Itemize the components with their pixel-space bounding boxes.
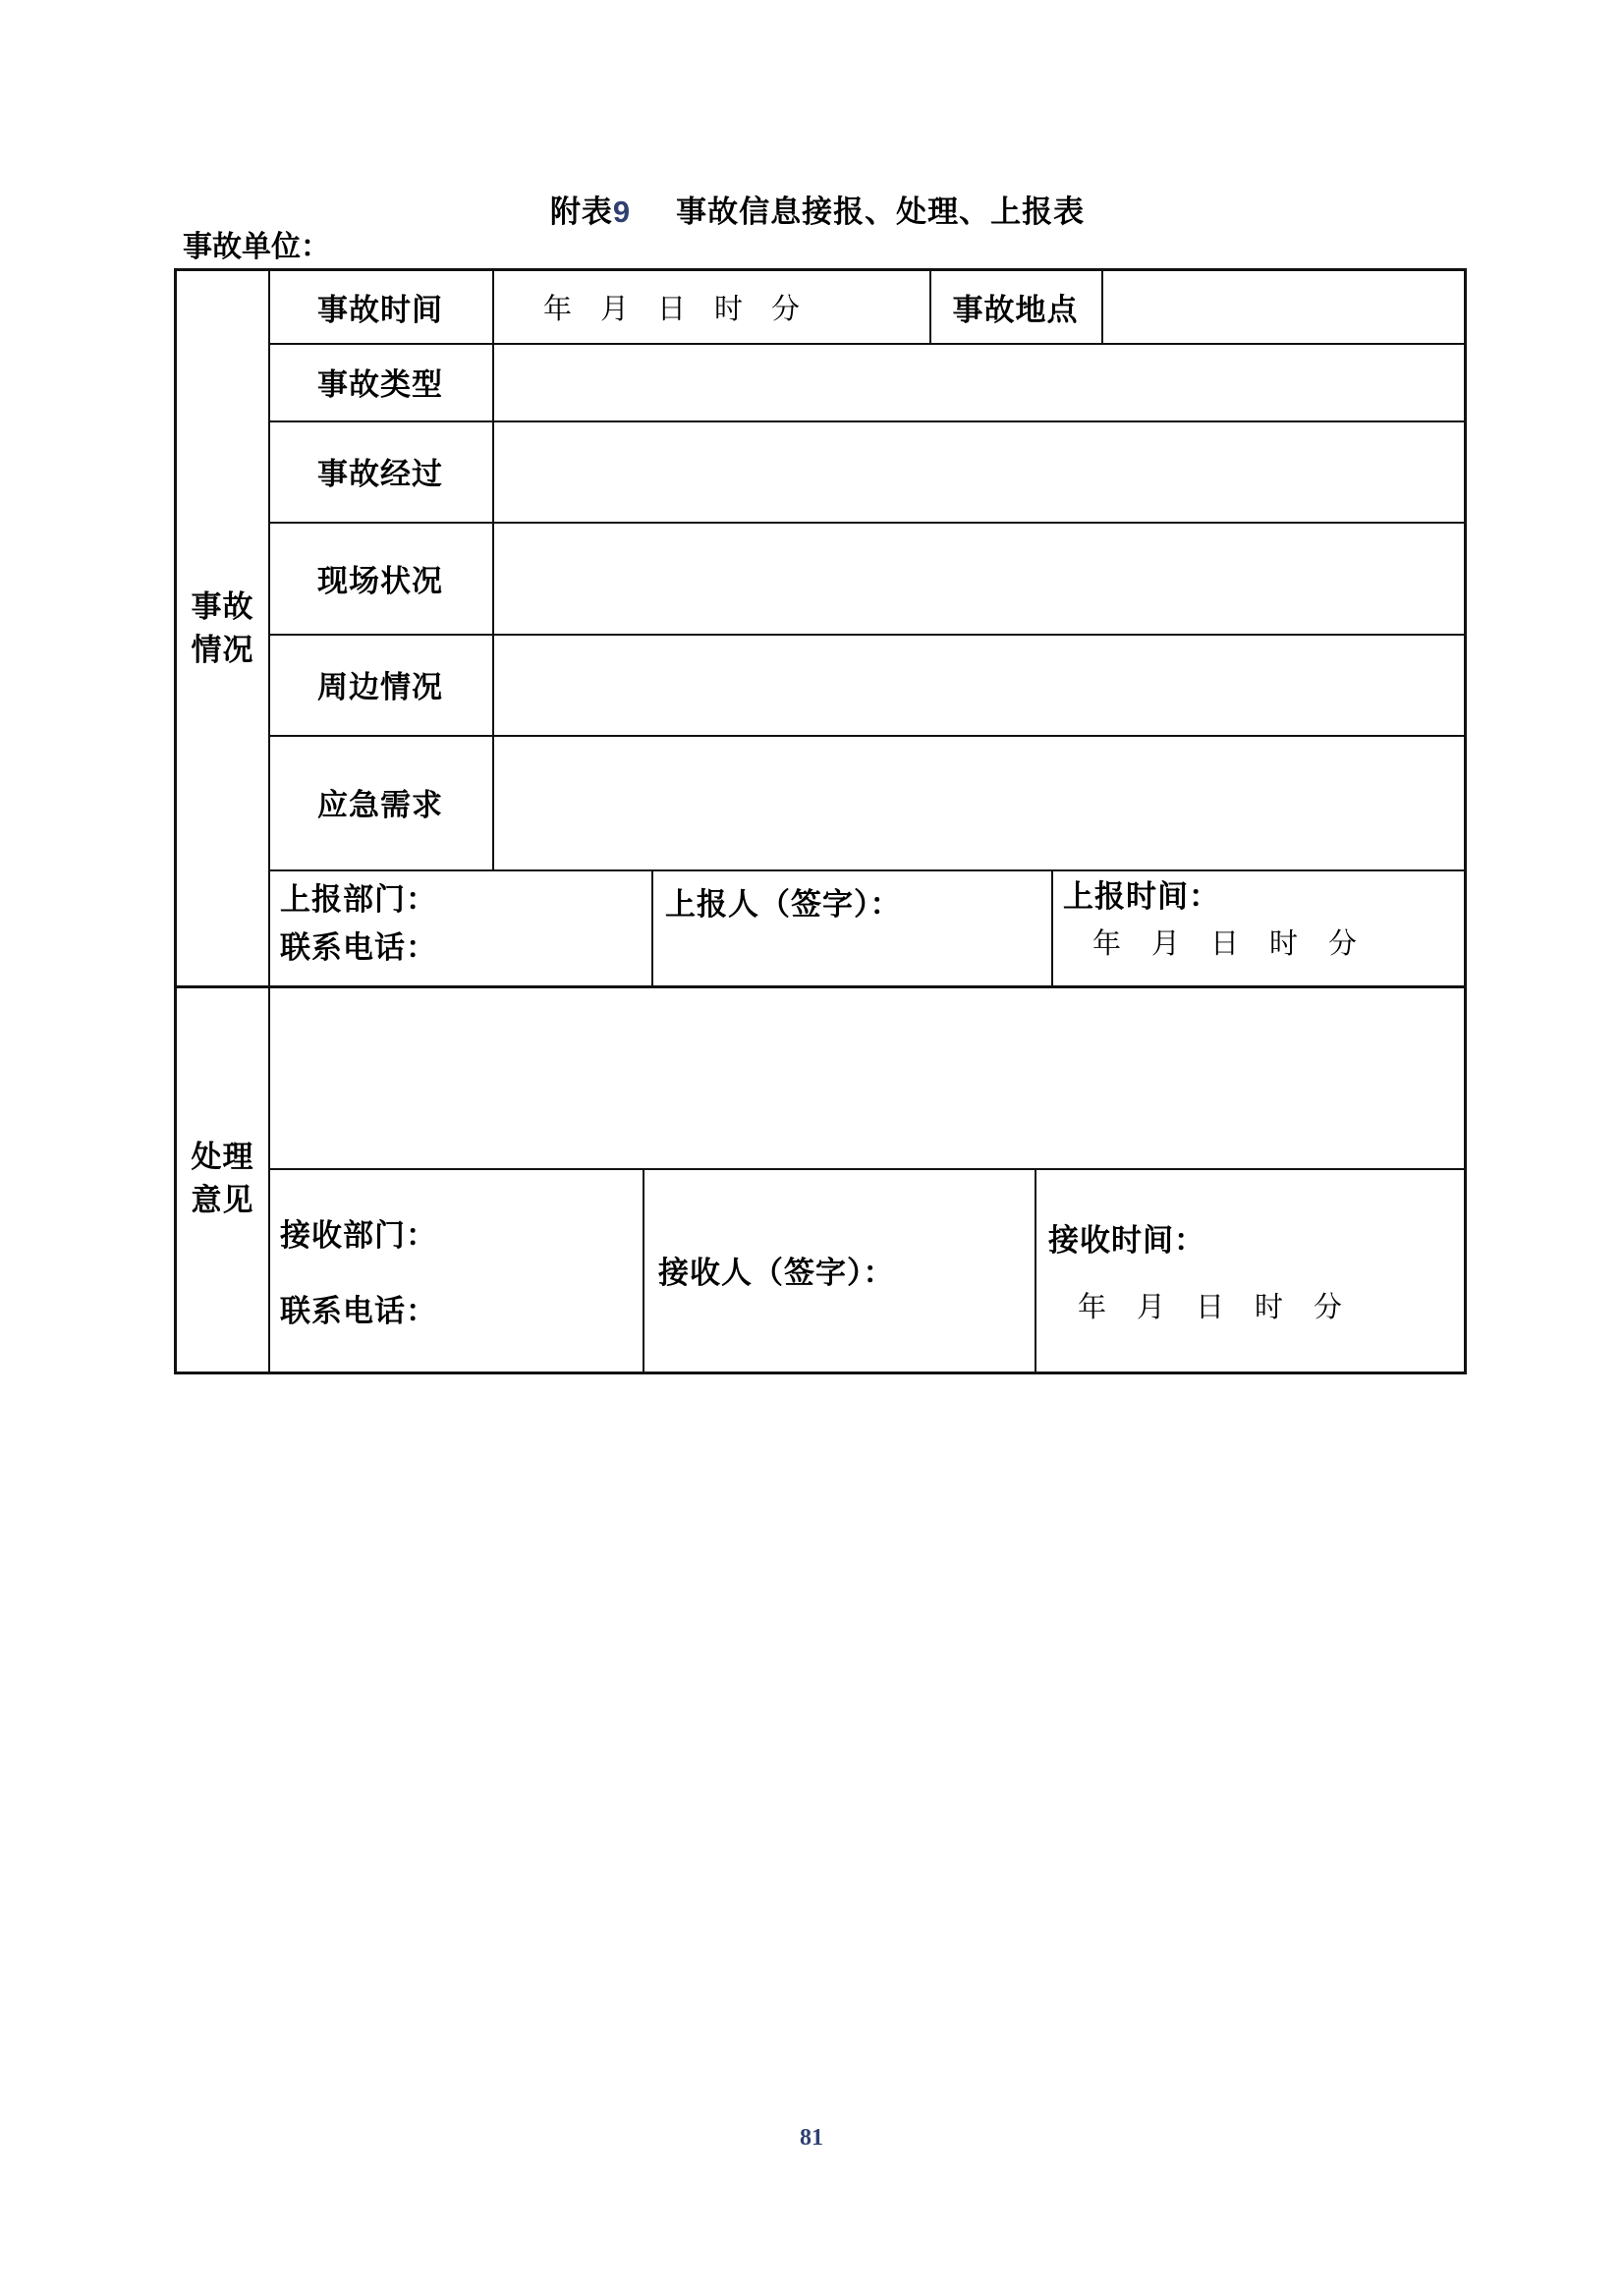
section-label-handling-opinion: [177, 985, 268, 1372]
receive-person-label: 接收人（签字）：: [658, 1256, 895, 1290]
accident-time-label: 事故时间: [317, 293, 443, 327]
page-number: 81: [800, 2125, 823, 2151]
surrounding-condition-value-cell: [492, 634, 1464, 735]
accident-location-label: 事故地点: [952, 293, 1079, 327]
scene-condition-label: 现场状况: [317, 563, 443, 598]
accident-unit-label: 事故单位：: [183, 231, 330, 263]
section-label-accident-situation: [177, 271, 268, 985]
emergency-needs-label: 应急需求: [317, 788, 443, 822]
receive-dept-cell: [268, 1168, 643, 1372]
report-person-cell: [651, 869, 1051, 985]
receive-time-value: 年 月 日 时 分: [1078, 1291, 1344, 1323]
section-label-line: 事故: [191, 588, 254, 624]
report-time-value: 年 月 日 时 分: [1092, 928, 1359, 960]
accident-time-value-cell: 年 月 日 时 分: [543, 294, 801, 325]
handling-opinion-content-cell: [268, 985, 1464, 1168]
accident-location-value-cell: [1101, 271, 1464, 343]
page-title: [174, 187, 1461, 231]
receive-time-cell: [1035, 1168, 1464, 1372]
title-text: 事故信息接报、处理、上报表: [676, 195, 1086, 229]
section-label-line: 情况: [191, 632, 254, 667]
section-label-line: 处理: [191, 1139, 254, 1174]
report-time-cell: [1051, 869, 1464, 985]
scene-condition-value-cell: [492, 522, 1464, 634]
surrounding-condition-label: 周边情况: [317, 670, 443, 704]
receive-phone-label: 联系电话：: [280, 1293, 437, 1328]
receive-dept-label: 接收部门：: [280, 1217, 437, 1253]
report-time-label: 上报时间：: [1063, 879, 1220, 914]
accident-course-label: 事故经过: [317, 457, 443, 491]
report-phone-label: 联系电话：: [280, 930, 437, 965]
accident-type-label: 事故类型: [317, 367, 443, 402]
accident-report-form-table: [174, 268, 1467, 1374]
receive-time-label: 接收时间：: [1048, 1222, 1205, 1258]
receive-person-cell: [643, 1168, 1035, 1372]
report-dept-cell: [268, 869, 651, 985]
accident-type-value-cell: [492, 343, 1464, 420]
title-prefix-label: 附表: [549, 195, 613, 229]
title-prefix: [550, 195, 631, 229]
accident-course-value-cell: [492, 420, 1464, 522]
report-person-label: 上报人（签字）：: [665, 887, 902, 922]
emergency-needs-value-cell: [492, 735, 1464, 869]
report-dept-label: 上报部门：: [280, 882, 437, 917]
section-label-line: 意见: [191, 1182, 254, 1217]
title-number: 9: [612, 195, 632, 229]
